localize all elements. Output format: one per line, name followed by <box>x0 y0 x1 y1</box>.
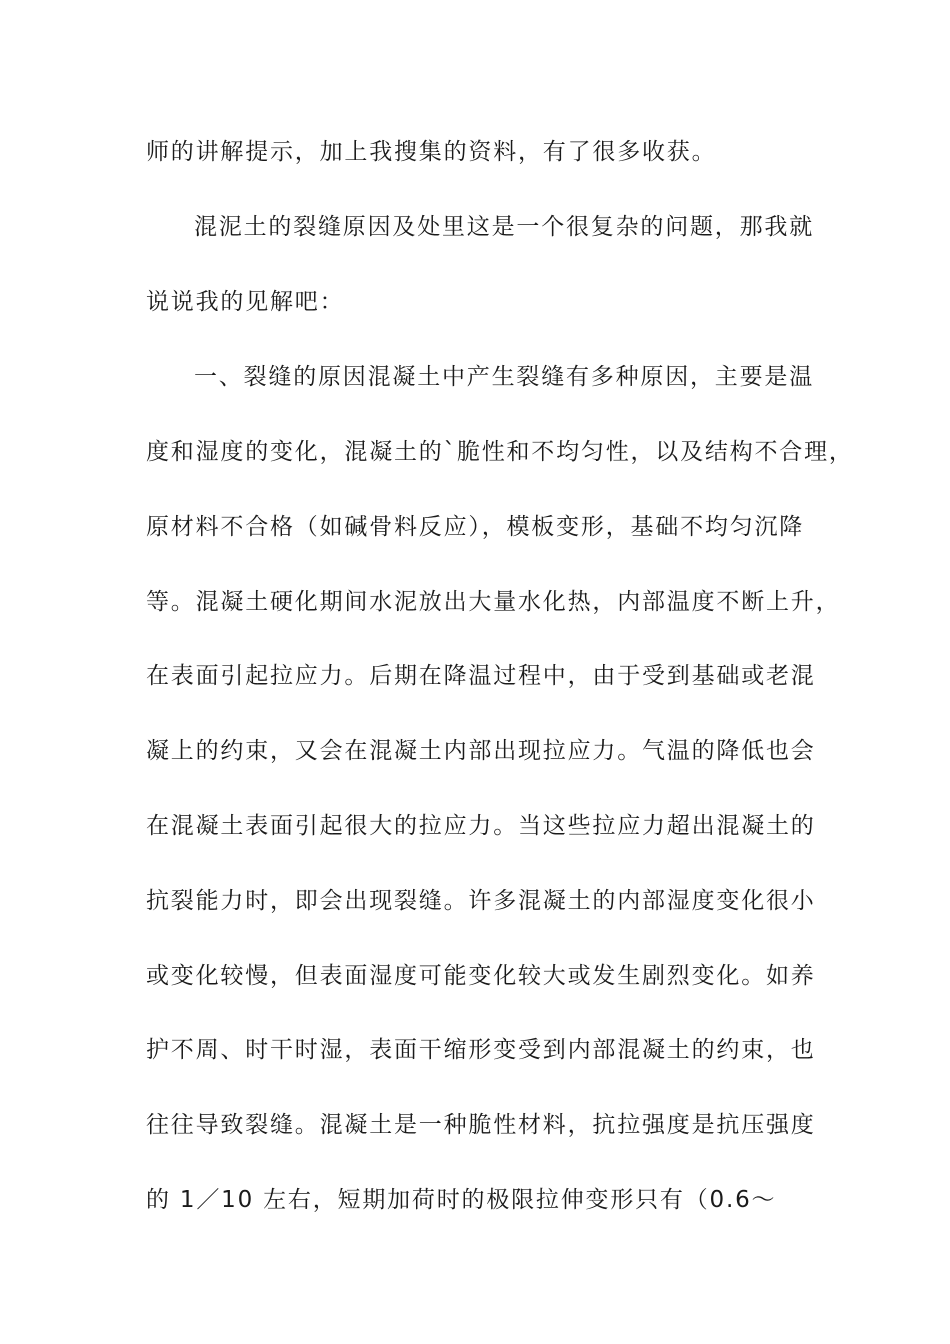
text-line: 凝上的约束，又会在混凝土内部出现拉应力。气温的降低也会 <box>146 738 816 764</box>
text-line: 往往导致裂缝。混凝土是一种脆性材料，抗拉强度是抗压强度 <box>146 1112 816 1138</box>
text-line: 度和湿度的变化，混凝土的`脆性和不均匀性，以及结构不合理， <box>146 439 854 465</box>
text-line: 或变化较慢，但表面湿度可能变化较大或发生剧烈变化。如养 <box>146 963 816 989</box>
paragraph-start: 一、裂缝的原因混凝土中产生裂缝有多种原因，主要是温 <box>194 364 814 390</box>
text-line: 在表面引起拉应力。后期在降温过程中，由于受到基础或老混 <box>146 663 816 689</box>
paragraph-start: 混泥土的裂缝原因及处里这是一个很复杂的问题，那我就 <box>194 214 814 240</box>
text-line: 师的讲解提示，加上我搜集的资料，有了很多收获。 <box>146 139 717 165</box>
text-line: 原材料不合格（如碱骨料反应），模板变形，基础不均匀沉降 <box>146 514 805 540</box>
text-line: 的 1／10 左右，短期加荷时的极限拉伸变形只有（0.6～ <box>146 1187 777 1213</box>
text-line: 说说我的见解吧： <box>146 289 345 315</box>
text-line: 护不周、时干时湿，表面干缩形变受到内部混凝土的约束，也 <box>146 1037 816 1063</box>
text-line: 抗裂能力时，即会出现裂缝。许多混凝土的内部湿度变化很小 <box>146 888 816 914</box>
text-line: 等。混凝土硬化期间水泥放出大量水化热，内部温度不断上升， <box>146 589 841 615</box>
text-line: 在混凝土表面引起很大的拉应力。当这些拉应力超出混凝土的 <box>146 813 816 839</box>
